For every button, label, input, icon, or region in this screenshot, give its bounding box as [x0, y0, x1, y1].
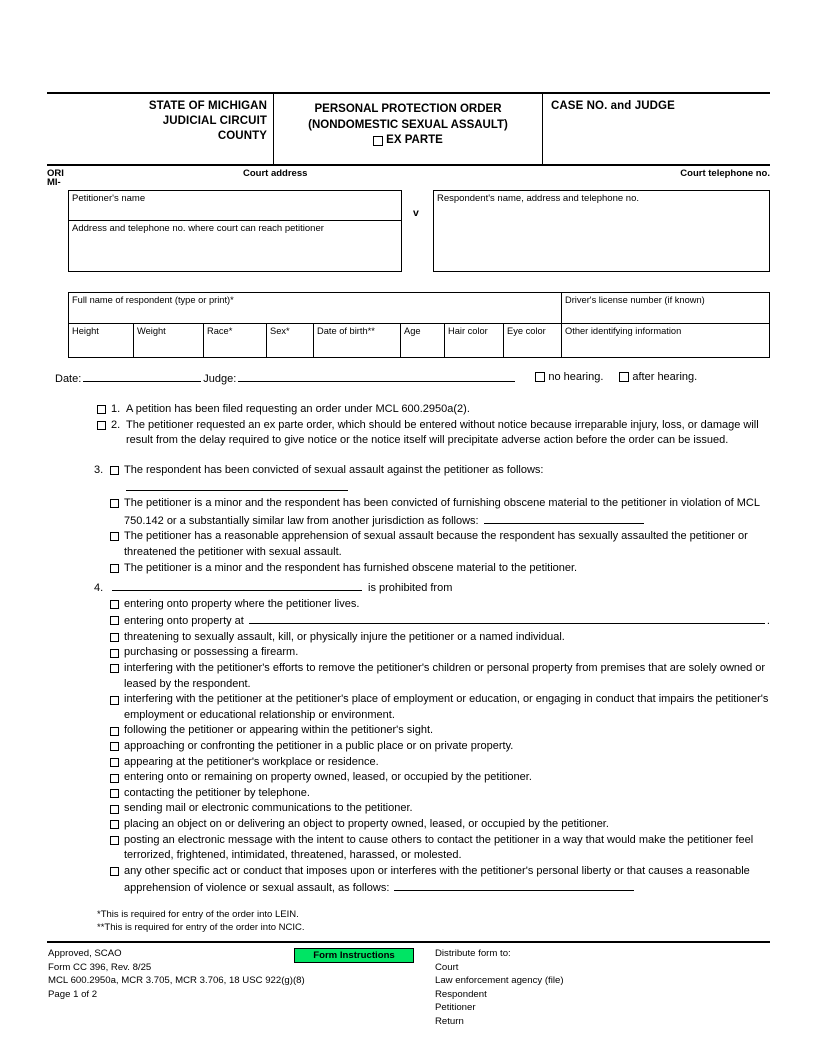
- eye-color-field[interactable]: Eye color: [503, 324, 561, 357]
- no-hearing-checkbox[interactable]: [535, 372, 545, 382]
- prohibition-11-checkbox[interactable]: [110, 789, 119, 798]
- ori-prefix: MI-: [47, 177, 61, 188]
- finding-3-option-3-text: The petitioner has a reasonable apprehension of sexual assault because the respondent has sexually assaulted the petitioner or threatened the petitioner with sexual assault.: [124, 530, 748, 558]
- prohibition-14-checkbox[interactable]: [110, 836, 119, 845]
- prohibitions-section: [94, 579, 770, 897]
- distribute-item-law-enforcement: Law enforcement agency (file): [435, 975, 564, 986]
- finding-3-option-1-input-line[interactable]: [126, 479, 348, 491]
- prohibition-15-checkbox[interactable]: [110, 867, 119, 876]
- county-label: COUNTY: [217, 130, 267, 142]
- finding-2-number: 2.: [111, 418, 121, 431]
- prohibition-14-text: posting an electronic message with the intent to cause others to contact the petitioner in a way that would make the petitioner feel terrorized, frightened, intimidated, threatened, harassed, or molested.: [124, 833, 754, 862]
- footnote-ncic: **This is required for entry of the order into NCIC.: [97, 921, 305, 933]
- finding-item-2: [97, 418, 770, 449]
- finding-1-number: 1.: [111, 403, 121, 415]
- prohibition-item: [110, 723, 770, 739]
- form-page: [47, 0, 770, 1056]
- prohibition-item: [110, 833, 770, 864]
- finding-3-option-4-text: The petitioner is a minor and the respondent has furnished obscene material to the petitioner.: [124, 561, 578, 574]
- finding-3-option-3: [110, 529, 770, 560]
- prohibition-7-text: following the petitioner or appearing within the petitioner's sight.: [124, 724, 434, 737]
- footer-form-info: [48, 947, 305, 1001]
- prohibition-9-text: appearing at the petitioner's workplace or residence.: [124, 755, 379, 768]
- weight-field[interactable]: Weight: [133, 324, 203, 357]
- prohibition-2-checkbox[interactable]: [110, 616, 119, 625]
- finding-1-checkbox[interactable]: [97, 405, 106, 414]
- prohibition-item: [110, 755, 770, 771]
- prohibition-item: [110, 739, 770, 755]
- prohibition-3-checkbox[interactable]: [110, 633, 119, 642]
- form-footer: [47, 945, 770, 1025]
- finding-2-text: The petitioner requested an ex parte order, which should be entered without notice because irreparable injury, loss, or damage will result from the delay required to give notice or the notice itself will precipitate adverse action before the order can be issued.: [126, 418, 759, 447]
- prohibition-7-checkbox[interactable]: [110, 727, 119, 736]
- prohibition-1-checkbox[interactable]: [110, 600, 119, 609]
- finding-item-3: [94, 463, 770, 576]
- prohibition-item: [110, 770, 770, 786]
- respondent-contact-field[interactable]: Respondent's name, address and telephone no.: [433, 190, 770, 272]
- finding-3-option-3-checkbox[interactable]: [110, 532, 119, 541]
- distribute-item-return: Return: [435, 1015, 464, 1027]
- finding-3-option-1: [94, 463, 770, 496]
- parties-section: [47, 190, 770, 276]
- form-title-line-1: PERSONAL PROTECTION ORDER: [314, 103, 502, 115]
- sex-field[interactable]: Sex*: [266, 324, 313, 357]
- judge-label: Judge:: [203, 373, 237, 385]
- drivers-license-field[interactable]: Driver's license number (if known): [561, 293, 769, 323]
- date-input-line[interactable]: [83, 370, 201, 382]
- after-hearing-checkbox[interactable]: [619, 372, 629, 382]
- prohibition-5-text: interfering with the petitioner's efforts to remove the petitioner's children or personal property from premises that are solely owned or leased by the respondent.: [124, 661, 766, 690]
- prohibition-15-input-line[interactable]: [394, 879, 634, 891]
- age-field[interactable]: Age: [400, 324, 444, 357]
- date-label: Date:: [55, 373, 82, 385]
- prohibition-item: [110, 786, 770, 802]
- finding-3-option-2-text: The petitioner is a minor and the respondent has been convicted of furnishing obscene material to the petitioner in violation of MCL 750.142 or a substantially similar law from another jurisdiction as follows:: [124, 497, 760, 527]
- race-field[interactable]: Race*: [203, 324, 266, 357]
- full-name-field[interactable]: Full name of respondent (type or print)*: [72, 295, 234, 305]
- date-of-birth-field[interactable]: Date of birth**: [313, 324, 400, 357]
- prohibition-item: [110, 817, 770, 833]
- findings-items-1-2: [97, 402, 770, 449]
- ori-label: ORI: [47, 168, 64, 179]
- prohibition-2-input-line[interactable]: [249, 612, 765, 624]
- legal-citations-label: MCL 600.2950a, MCR 3.705, MCR 3.706, 18 USC 922(g)(8): [48, 975, 305, 986]
- distribute-item-petitioner: Petitioner: [435, 1002, 476, 1013]
- footnotes: [97, 909, 305, 934]
- prohibition-13-checkbox[interactable]: [110, 820, 119, 829]
- after-hearing-label: after hearing.: [632, 371, 698, 383]
- judge-input-line[interactable]: [238, 370, 515, 382]
- prohibition-6-text: interfering with the petitioner at the petitioner's place of employment or education, or engaging in conduct that impairs the petitioner's employment or educational relationship or environment.: [124, 693, 769, 721]
- state-label: STATE OF MICHIGAN: [148, 100, 267, 112]
- prohibition-15-text: any other specific act or conduct that imposes upon or interferes with the petitioner's personal liberty or that causes a reasonable apprehension of violence or sexual assault, as follows:: [124, 864, 750, 895]
- case-number-block: [543, 94, 770, 164]
- form-instructions-button[interactable]: Form Instructions: [294, 948, 414, 963]
- prohibition-8-checkbox[interactable]: [110, 742, 119, 751]
- distribute-item-court: Court: [435, 961, 459, 973]
- finding-item-1: [97, 402, 770, 418]
- prohibition-9-checkbox[interactable]: [110, 758, 119, 767]
- is-prohibited-from-label: is prohibited from: [368, 582, 453, 594]
- prohibition-item: [110, 597, 770, 613]
- prohibition-11-text: contacting the petitioner by telephone.: [124, 786, 310, 799]
- prohibition-item: [110, 630, 770, 646]
- respondent-identification-table: [68, 292, 770, 358]
- other-identifying-info-field[interactable]: Other identifying information: [561, 324, 769, 357]
- judicial-circuit-label: JUDICIAL CIRCUIT: [162, 115, 267, 127]
- prohibition-1-text: entering onto property where the petitioner lives.: [124, 597, 360, 610]
- id-table-row-1: [69, 293, 769, 324]
- finding-3-option-2: [110, 496, 770, 529]
- prohibition-4-checkbox[interactable]: [110, 649, 119, 658]
- form-title-block: [273, 94, 543, 164]
- distribute-item-respondent: Respondent: [435, 988, 487, 1000]
- distribute-title: Distribute form to:: [435, 948, 511, 959]
- petitioner-box: [68, 190, 402, 272]
- prohibited-party-input-line[interactable]: [112, 579, 362, 591]
- prohibitions-number: 4.: [94, 582, 104, 594]
- prohibition-12-checkbox[interactable]: [110, 805, 119, 814]
- prohibition-6-checkbox[interactable]: [110, 696, 119, 705]
- court-address-label: Court address: [243, 168, 308, 179]
- finding-2-checkbox[interactable]: [97, 421, 106, 430]
- prohibition-4-text: purchasing or possessing a firearm.: [124, 646, 299, 659]
- form-header: [47, 92, 770, 166]
- prohibition-item: [110, 661, 770, 692]
- prohibition-13-text: placing an object on or delivering an object to property owned, leased, or occupied by the petitioner.: [124, 817, 609, 830]
- petitioner-address-field[interactable]: Address and telephone no. where court can reach petitioner: [72, 223, 324, 234]
- prohibition-12-text: sending mail or electronic communications to the petitioner.: [124, 802, 413, 815]
- prohibition-5-checkbox[interactable]: [110, 664, 119, 673]
- page-number-label: Page 1 of 2: [48, 988, 98, 1000]
- prohibition-item: [110, 692, 770, 723]
- finding-3-option-1-checkbox[interactable]: [110, 466, 119, 475]
- finding-3-option-4-checkbox[interactable]: [110, 564, 119, 573]
- prohibition-2-text: entering onto property at: [124, 615, 244, 628]
- finding-3-number: 3.: [94, 464, 104, 476]
- finding-1-text: A petition has been filed requesting an order under MCL 600.2950a(2).: [126, 403, 470, 415]
- finding-3-option-2-input-line[interactable]: [484, 512, 644, 524]
- case-number-label: CASE NO. and JUDGE: [551, 100, 675, 112]
- height-field[interactable]: Height: [72, 326, 99, 336]
- form-title-line-2: (NONDOMESTIC SEXUAL ASSAULT): [308, 118, 508, 131]
- prohibition-item: [110, 801, 770, 817]
- prohibition-item: [110, 864, 770, 897]
- ori-row: [47, 168, 770, 190]
- prohibited-party-row: [94, 579, 770, 597]
- court-telephone-label: Court telephone no.: [680, 168, 770, 179]
- prohibition-8-text: approaching or confronting the petitioner in a public place or on private property.: [124, 739, 514, 752]
- prohibition-item: entering onto property at .: [110, 612, 770, 630]
- versus-label: v: [413, 207, 419, 219]
- court-identification: [47, 94, 273, 164]
- prohibition-item: [110, 645, 770, 661]
- no-hearing-label: no hearing.: [548, 371, 604, 383]
- prohibition-10-checkbox[interactable]: [110, 774, 119, 783]
- distribution-list: [435, 947, 564, 1028]
- form-number-label: Form CC 396, Rev. 8/25: [48, 961, 152, 973]
- footer-divider: [47, 941, 770, 943]
- ex-parte-label: EX PARTE: [386, 134, 443, 146]
- footnote-lein: *This is required for entry of the order into LEIN.: [97, 909, 299, 920]
- ex-parte-checkbox[interactable]: [373, 136, 383, 146]
- id-table-row-2: [69, 324, 769, 357]
- hair-color-field[interactable]: Hair color: [444, 324, 503, 357]
- finding-3-option-1-text: The respondent has been convicted of sexual assault against the petitioner as follows:: [124, 464, 544, 476]
- approved-scao-label: Approved, SCAO: [48, 948, 122, 959]
- prohibition-3-text: threatening to sexually assault, kill, or physically injure the petitioner or a named individual.: [124, 630, 565, 643]
- date-judge-row: [55, 370, 770, 390]
- prohibition-10-text: entering onto or remaining on property owned, leased, or occupied by the petitioner.: [124, 771, 532, 784]
- petitioner-name-field[interactable]: Petitioner's name: [69, 191, 401, 221]
- prohibitions-list: [110, 597, 770, 897]
- finding-3-option-2-checkbox[interactable]: [110, 499, 119, 508]
- finding-3-option-4: [110, 561, 770, 577]
